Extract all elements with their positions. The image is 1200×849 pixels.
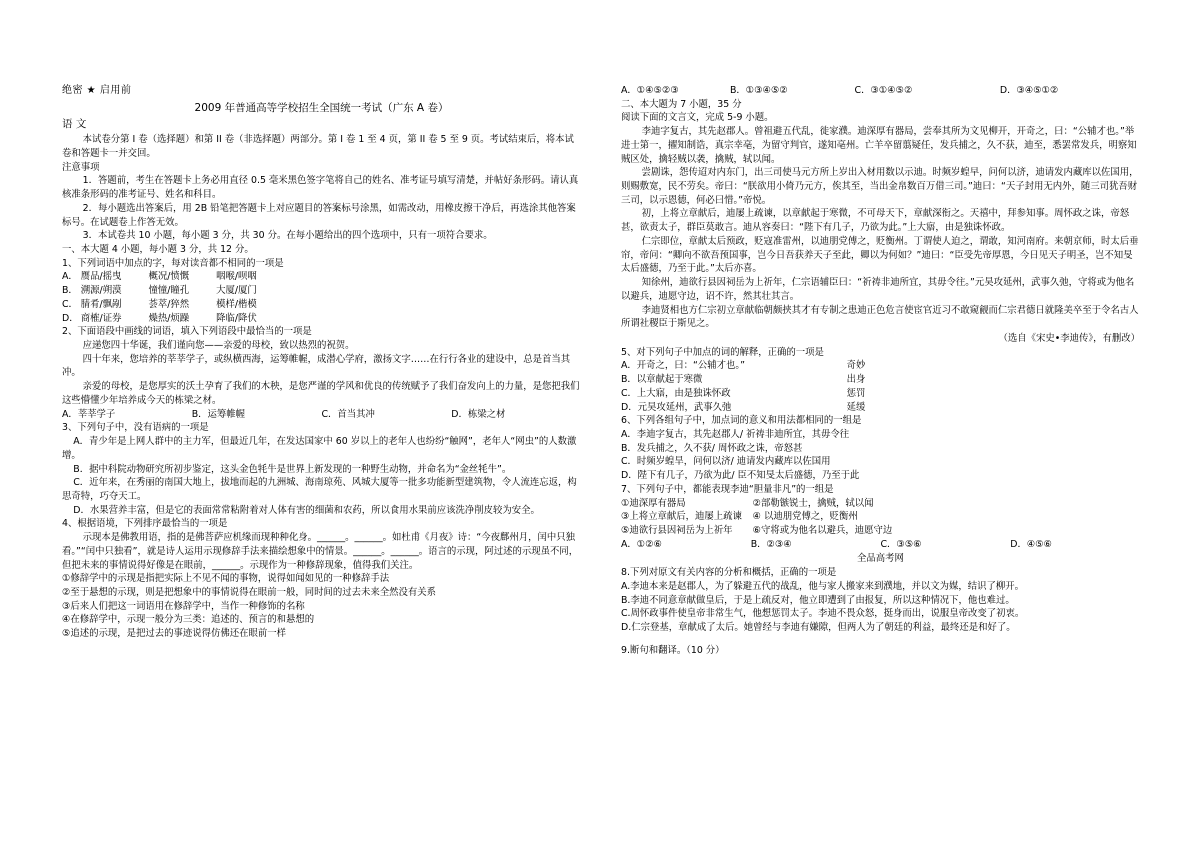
option-c[interactable]: C．首当其冲 [321,408,375,420]
question-6-option-d[interactable]: D．陛下有几子，乃欲为此/ 臣不知旻太后盛德，乃至于此 [621,470,860,482]
notice-item-3: 3．本试卷共 10 小题，每小题 3 分，共 30 分。在每小题给出的四个选项中，只有一项符合要求。 [82,230,493,242]
question-6-option-b[interactable]: B．发兵捕之，久不获/ 周怀政之诛，帝怒甚 [621,442,803,454]
question-5-stem: 5、对下列句子中加点的词的解释，正确的一项是 [621,346,824,358]
watermark-text: 全品高考网 [857,553,904,565]
q7-item-1: ①迪深厚有器局 [621,497,686,509]
option-row[interactable] [62,270,581,284]
question-7-items-row-3 [621,524,1140,538]
question-7-items-row-2 [621,510,1140,524]
question-7-answers[interactable] [621,538,1140,552]
question-5-option-b[interactable] [621,373,1140,387]
option-pair-1: 商榷/证券 [80,312,122,324]
option-gloss: 惩罚 [846,387,866,399]
question-3-option-a[interactable]: A．青少年是上网人群中的主力军，但最近几年，在发达国家中 60 岁以上的老年人也纷纷“触网”，老年人“网虫”的人数激增。 [62,436,577,461]
q7-item-4: ④ 以迪朋党傅之，贬衡州 [752,511,858,523]
question-8-option-b[interactable]: B.李迪不同意章献做皇后，于是上疏反对，他立即遭到了由报复，所以这种情况下，他也难过。 [621,594,1015,606]
q7-item-5: ⑤迪欲行县因祠岳为上祈年 [621,525,733,536]
answer-b[interactable]: B．①③④⑤② [729,85,788,96]
question-6-stem: 6、下列各组句子中，加点词的意义和用法都相同的一组是 [621,415,862,427]
option-text: A．开奇之，曰：“公辅才也。” [621,360,745,372]
answer-a[interactable]: A．①④⑤②③ [621,85,679,96]
question-5-option-c[interactable] [621,387,1140,401]
question-7-items-row-1 [621,497,1140,511]
passage-paragraph-1: 李迪字复古，其先赵郡人。曾祖避五代乱，徙家濮。迪深厚有器局，尝奉其所为文见柳开，开奇之，曰：“公辅才也。”举进士第一，擢知制诰，真宗幸亳，为留守判官，遂知亳州。亡羊卒留翦疑任，发兵捕之，久不获，迪至，悉罢常发兵，明察知贼区处，擒轻贼以袭，擒贼，轼以闻。 [621,126,1137,165]
question-8-stem: 8.下列对原文有关内容的分析和概括，正确的一项是 [621,567,837,579]
option-pair-3: 模样/楷模 [216,298,257,310]
question-4-item-3: ③后来人们把这一词语用在修辞学中，当作一种修饰的名称 [62,600,305,612]
option-pair-2: 燥热/烦躁 [148,312,190,324]
question-5-option-d[interactable] [621,401,1140,415]
secret-label: 绝密 ★ 启用前 [62,85,132,96]
answer-b[interactable]: B．②③④ [750,538,792,550]
question-2-options[interactable] [62,408,581,422]
question-4-item-2: ②至于悬想的示现，则是把想象中的事情说得在眼前一般，同时间的过去未来全然没有关系 [62,586,437,598]
subject-label: 语 文 [62,117,87,130]
passage-paragraph-6: 李迪贤相也方仁宗初立章献临朝颇挟其才有专制之患迪正色危言使宦官近习不敢窥觎而仁宗君德日就隆美卒至于令名古人所谓社稷臣于斯见之。 [621,304,1139,330]
question-2-text-3: 亲爱的母校，是您厚实的沃土孕育了我们的木秧，是您严谨的学风和优良的传统赋予了我们奋发向上的力量，是您把我们这些懵懂少年培养成今天的栋梁之材。 [62,381,580,406]
option-gloss: 奇妙 [846,360,866,372]
question-8-option-c[interactable]: C.周怀政事件使皇帝非常生气，他想惩罚太子。李迪不畏众怒，挺身而出，说服皇帝改变了初衷。 [621,608,1025,620]
intro-paragraph: 本试卷分第 I 卷（选择题）和第 II 卷（非选择题）两部分。第 I 卷 1 至 4 页，第 II 卷 5 至 9 页。考试结束后，将本试卷和答题卡一并交回。 [62,134,574,159]
answer-d[interactable]: D．③④⑤①② [999,85,1059,96]
option-pair-2: 概况/愤慨 [148,271,190,283]
right-column [621,84,1140,829]
question-6-option-c[interactable]: C．时频岁蝗旱，问何以济/ 迪请发内藏库以佐国用 [621,456,831,468]
option-a[interactable]: A．莘莘学子 [62,408,116,420]
question-4-stem: 4、根据语境，下列排序最恰当的一项是 [62,518,228,530]
question-9-stem: 9.断句和翻译。（10 分） [621,644,725,656]
two-column-layout [62,84,1140,829]
option-pair-1: 腈肴/飘剐 [80,298,122,310]
option-text: B．以章献起于寒微 [621,374,703,386]
question-3-option-d[interactable]: D．水果营养丰富，但是它的表面常常粘附着对人体有害的细菌和农药，所以食用水果前应该洗净削皮较为安全。 [73,504,540,516]
option-pair-2: 憧憧/瞳孔 [148,285,190,297]
question-4-item-1: ①修辞学中的示现是指把实际上不见不闻的事物，说得如闻如见的一种修辞手法 [62,573,390,585]
option-pair-3: 大厦/厦门 [216,285,257,297]
question-2-text-2: 四十年来，您培养的莘莘学子，或纵横西海，运筹帷幄，成潜心学府，激扬文字……在行行各业的建设中，总是首当其冲。 [62,353,571,379]
question-3-option-b[interactable]: B．据中科院动物研究所初步鉴定，这头金色牦牛是世界上新发现的一种野生动物，并命名为“金丝牦牛”。 [73,463,512,475]
question-8-option-a[interactable]: A.李迪本来是赵郡人，为了躲避五代的战乱，他与家人搬家来到濮地，并以文为媒，结识了柳开。 [621,580,1024,592]
option-pair-1: 溯源/朔漠 [80,285,122,297]
q7-item-3: ③上将立章献后，迪屡上疏谏 [621,511,742,523]
left-column [62,84,581,829]
passage-paragraph-2: 尝剧诛，怨传迢对内东门，出三司使马元方所上岁出入材用数以示迪。时频岁蝗早，问何以济，迪请发内藏库以佐国用，则赐敷宽，民不劳矣。帝曰：“朕欲用小倚乃元方，俟其至，当出金帛数百万借三司。”迪曰：“天子封用无内外，随三司犹吾财三司，以示恩德，何必曰惜。”帝悦。 [621,167,1139,206]
option-key: D． [62,312,79,324]
option-key: A． [62,271,78,283]
question-1-options [62,270,581,325]
passage-paragraph-5: 知徐州，迪欲行县因祠岳为上祈年，仁宗语辅臣曰：“祈祷非迪所宜，其毋令往。”元昊攻延州，武事久弛，守将或为他名以避兵，迪愿守边，诏不许，然其壮其言。 [621,277,1135,302]
option-pair-1: 赝品/摇曳 [80,271,122,283]
option-row[interactable] [62,284,581,298]
question-5-option-a[interactable] [621,359,1140,373]
section-1-title: 一、本大题 4 小题，每小题 3 分，共 12 分。 [62,244,254,255]
option-pair-2: 荟萃/猝然 [148,298,190,310]
passage-source: （选自《宋史•李迪传》，有删改） [998,332,1140,344]
question-4-item-4: ④在修辞学中，示现一般分为三类：追述的、预言的和悬想的 [62,614,315,626]
passage-paragraph-3: 初，上将立章献后，迪屡上疏谏，以章献起于寒微，不可母天下，章献深衔之。天禧中，拜参知事。周怀政之诛，帝怒甚，欲责太子，群臣莫敢言。迪从容奏曰：“陛下有几子，乃欲为此。”上大寤，由是独诛怀政。 [621,208,1130,234]
notice-title: 注意事项 [62,161,100,173]
q7-item-2: ②部勒镞锐士，擒贼，轼以闻 [752,497,874,509]
question-1-stem: 1、下列词语中加点的字，每对读音都不相同的一项是 [62,257,284,269]
notice-item-2: 2．每小题选出答案后，用 2B 铅笔把答题卡上对应题目的答案标号涂黑，如需改动，用橡皮擦干净后，再选涂其他答案标号。在试题卷上作答无效。 [62,202,576,228]
q7-item-6: ⑥守将或为他名以避兵，迪愿守边 [752,525,893,536]
page-title: 2009 年普通高等学校招生全国统一考试（广东 A 卷） [194,101,449,114]
passage-paragraph-4: 仁宗即位，章献太后预政，贬寇准雷州，以迪朋党傅之，贬衡州。丁谓使人迫之，谓敢，知河南府。来朝京师，时太后垂帘，帝问：“卿向不欲吾预国事，岂今日吾获养天子至此，卿以为何如？”迪曰：“臣受先帝厚恩，今日见天子明圣，岂不知旻太后盛德，乃至于此。”太后亦喜。 [621,235,1139,275]
option-pair-3: 咽喉/呗咽 [216,271,257,283]
option-text: C．上大寤，由是独诛怀政 [621,387,731,399]
option-row[interactable] [62,298,581,312]
question-2-text-1: 应递您四十华诞，我们谨向您——亲爱的母校，致以热烈的祝贺。 [82,340,355,352]
answer-d[interactable]: D．④⑤⑥ [1010,538,1053,550]
option-row[interactable] [62,312,581,326]
question-4-item-5: ⑤追述的示现，是把过去的事迹说得仿佛还在眼前一样 [62,628,287,640]
option-key: C． [62,298,78,310]
option-gloss: 出身 [846,374,866,386]
question-3-stem: 3、下列句子中，没有语病的一项是 [62,422,209,434]
section-2-title: 二、本大题为 7 小题，35 分 [621,98,742,110]
question-3-option-c[interactable]: C．近年来，在秀丽的南国大地上，拔地而起的九洲城、海南琼苑、风城大厦等一批多功能新型建筑物，令人流连忘返，构思奇特，巧夺天工。 [62,477,577,502]
option-b[interactable]: B．运筹帷幄 [191,408,246,420]
question-6-option-a[interactable]: A．李迪字复古，其先赵郡人/ 祈祷非迪所宜，其毋令往 [621,428,850,440]
question-4-text: 示现本是佛教用语，指的是佛菩萨应机缘而现种种化身。______。______。如杜甫《月夜》诗：“今夜鄜州月，闰中只独看。”“闰中只独看”，就是诗人运用示现修辞手法来描绘想象中的情景。______。______。语言的示现，阿过述的示现虽不同，但把未来的事情说得好像是在眼前，______。示现作为一种修辞现象，值得我们关注。 [62,532,579,571]
option-d[interactable]: D．栋梁之材 [451,408,506,420]
question-8-option-d[interactable]: D.仁宗登基，章献成了太后。她曾经与李迪有嫌隙，但两人为了朝廷的利益，最终还是和好了。 [621,622,1016,634]
answer-c[interactable]: C．③①④⑤② [854,85,913,96]
option-text: D．元昊攻延州，武事久弛 [621,401,732,413]
section-2-lead: 阅读下面的文言文，完成 5-9 小题。 [621,112,774,124]
question-7-stem: 7、下列句子中，都能表现李迪“胆量非凡”的一组是 [621,483,834,495]
option-gloss: 延缓 [846,401,866,413]
option-key: B． [62,285,78,297]
question-4-answers[interactable] [621,84,1140,98]
notice-item-1: 1．答题前，考生在答题卡上务必用直径 0.5 毫米黑色签字笔将自己的姓名、准考证号填写清楚，并帖好条形码。请认真核准条形码的准考证号、姓名和科目。 [62,175,579,201]
question-2-stem: 2、下面语段中画线的词语，填入下列语段中最恰当的一项是 [62,326,312,338]
option-pair-3: 降临/降伏 [216,312,257,324]
answer-a[interactable]: A．①②⑥ [621,538,663,550]
answer-c[interactable]: C．③⑤⑥ [880,538,922,550]
